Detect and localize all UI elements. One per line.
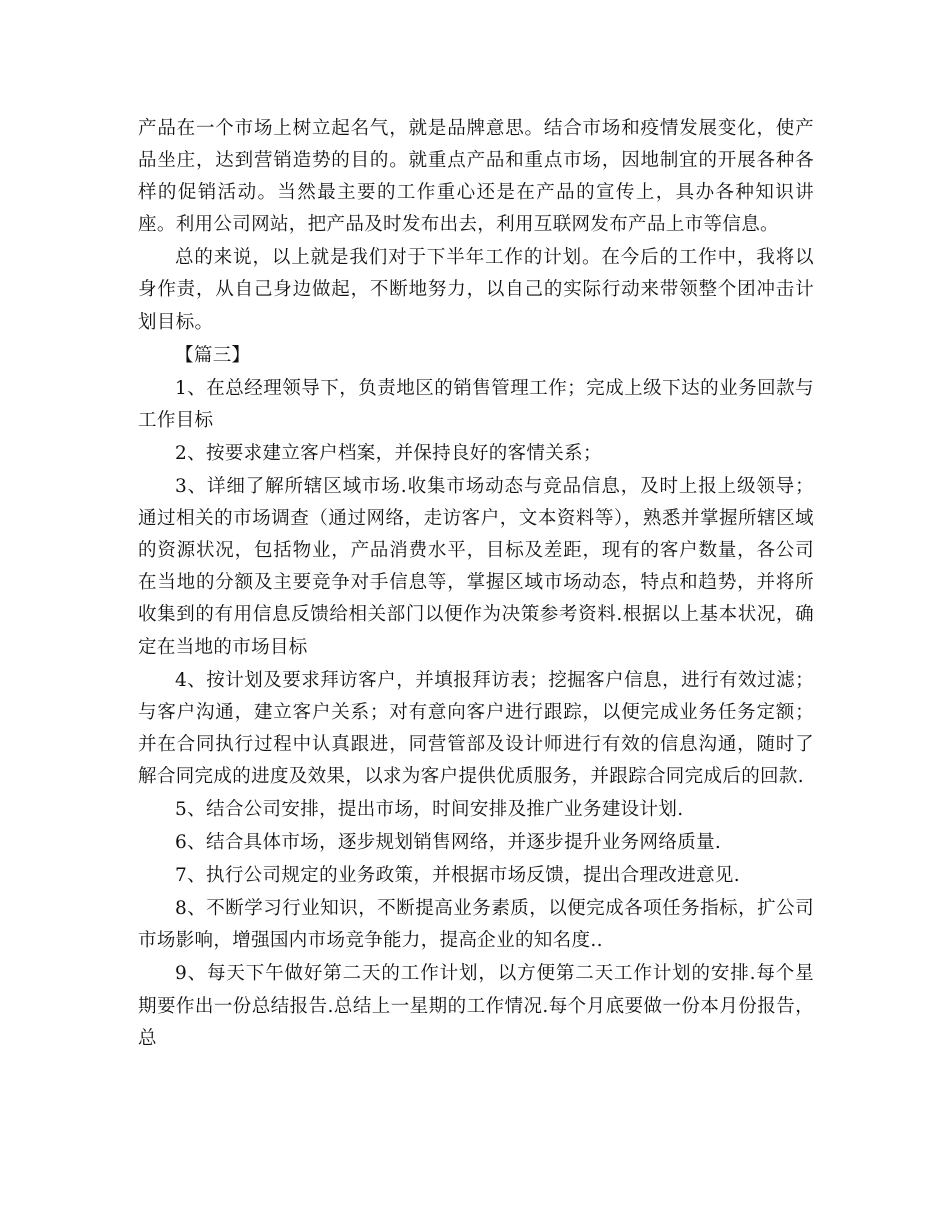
list-item-4: 4、按计划及要求拜访客户，并填报拜访表；挖掘客户信息，进行有效过滤；与客户沟通，建立客户关系；对有意向客户进行跟踪，以便完成业务任务定额；并在合同执行过程中认真跟进，同营管部及设计师进行有效的信息沟通，随时了解合同完成的进度及效果，以求为客户提供优质服务，并跟踪合同完成后的回款.	[138, 669, 814, 787]
paragraph-summary: 总的来说，以上就是我们对于下半年工作的计划。在今后的工作中，我将以身作责，从自己身边做起，不断地努力，以自己的实际行动来带领整个团冲击计划目标。	[138, 247, 814, 333]
document-body	[138, 113, 814, 1056]
list-item-9: 9、每天下午做好第二天的工作计划，以方便第二天工作计划的安排.每个星期要作出一份总结报告.总结上一星期的工作情况.每个月底要做一份本月份报告，总	[138, 963, 814, 1049]
list-item-1: 1、在总经理领导下，负责地区的销售管理工作；完成上级下达的业务回款与工作目标	[138, 377, 814, 431]
list-item-7: 7、执行公司规定的业务政策，并根据市场反馈，提出合理改进意见.	[175, 865, 741, 887]
section-heading-part-three: 【篇三】	[175, 344, 251, 366]
list-item-8: 8、不断学习行业知识，不断提高业务素质，以便完成各项任务指标，扩公司市场影响，增强国内市场竞争能力，提高企业的知名度..	[138, 898, 814, 952]
list-item-3: 3、详细了解所辖区域市场.收集市场动态与竞品信息，及时上报上级领导；通过相关的市场调查（通过网络，走访客户，文本资料等），熟悉并掌握所辖区域的资源状况，包括物业，产品消费水平，目标及差距，现有的客户数量，各公司在当地的分额及主要竞争对手信息等，掌握区域市场动态，特点和趋势，并将所收集到的有用信息反馈给相关部门以便作为决策参考资料.根据以上基本状况，确定在当地的市场目标	[138, 476, 814, 658]
paragraph-product-branding: 产品在一个市场上树立起名气，就是品牌意思。结合市场和疫情发展变化，使产品坐庄，达到营销造势的目的。就重点产品和重点市场，因地制宜的开展各种各样的促销活动。当然最主要的工作重心还是在产品的宣传上，具办各种知识讲座。利用公司网站，把产品及时发布出去，利用互联网发布产品上市等信息。	[138, 118, 814, 236]
list-item-5: 5、结合公司安排，提出市场，时间安排及推广业务建设计划.	[175, 798, 684, 820]
list-item-6: 6、结合具体市场，逐步规划销售网络，并逐步提升业务网络质量.	[175, 832, 722, 854]
list-item-2: 2、按要求建立客户档案，并保持良好的客情关系；	[175, 442, 602, 464]
